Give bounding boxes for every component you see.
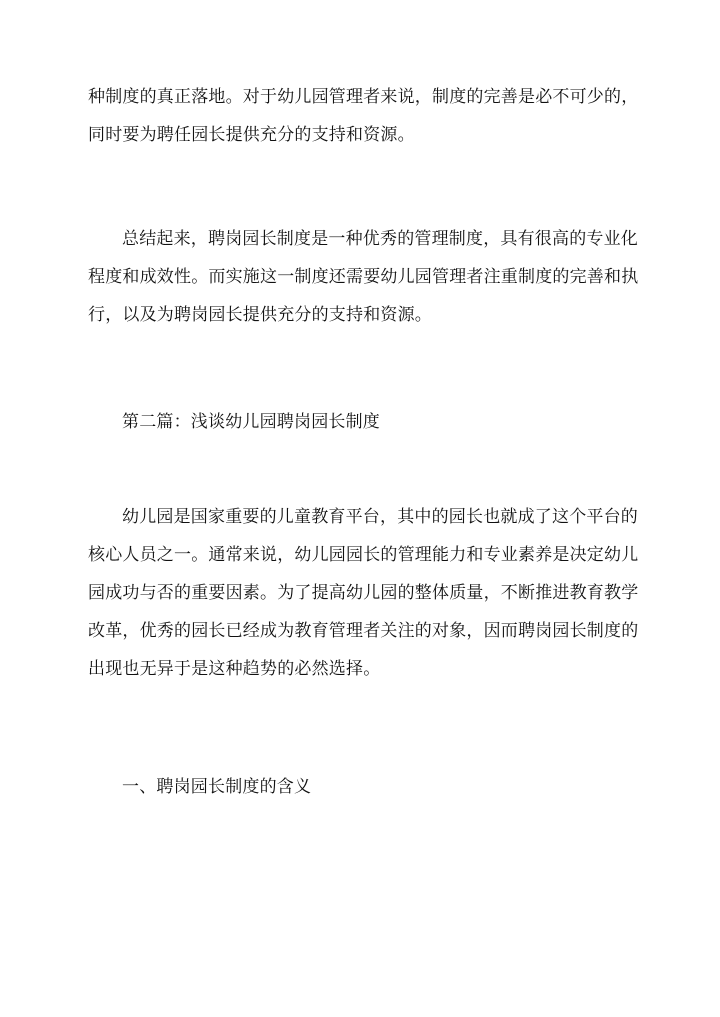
paragraph-line: 出现也无异于是这种趋势的必然选择。: [88, 659, 381, 679]
paragraph-line: 同时要为聘任园长提供充分的支持和资源。: [88, 125, 415, 145]
section-heading: 一、聘岗园长制度的含义: [122, 777, 312, 797]
paragraph-summary: [88, 220, 639, 334]
paragraph-intro: [88, 498, 639, 688]
paragraph-line: 改革，优秀的园长已经成为教育管理者关注的对象，因而聘岗园长制度的: [88, 621, 639, 641]
paragraph-line: 核心人员之一。通常来说，幼儿园园长的管理能力和专业素养是决定幼儿: [88, 545, 639, 565]
article-heading: 第二篇：浅谈幼儿园聘岗园长制度: [122, 412, 380, 432]
paragraph-line: 总结起来，聘岗园长制度是一种优秀的管理制度，具有很高的专业化: [122, 229, 638, 249]
paragraph-line: 幼儿园是国家重要的儿童教育平台，其中的园长也就成了这个平台的: [122, 507, 638, 527]
paragraph-line: 行，以及为聘岗园长提供充分的支持和资源。: [88, 305, 432, 325]
paragraph-line: 园成功与否的重要因素。为了提高幼儿园的整体质量，不断推进教育教学: [88, 583, 639, 603]
paragraph-line: 程度和成效性。而实施这一制度还需要幼儿园管理者注重制度的完善和执: [88, 267, 639, 287]
paragraph-line: 种制度的真正落地。对于幼儿园管理者来说，制度的完善是必不可少的，: [88, 87, 639, 107]
paragraph-closing-previous: [88, 78, 639, 154]
